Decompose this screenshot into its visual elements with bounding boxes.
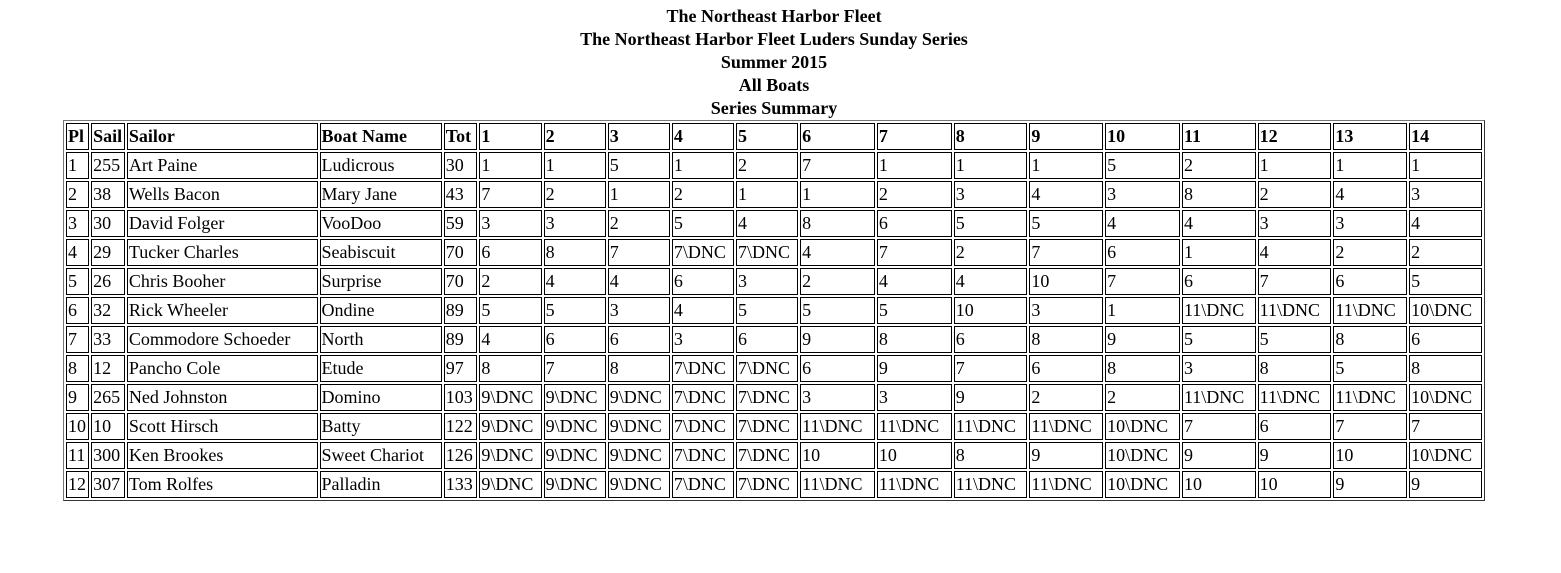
table-cell-race-14: 5 xyxy=(1409,268,1482,295)
table-cell-race-1: 2 xyxy=(479,268,541,295)
table-body xyxy=(66,152,1482,498)
table-cell-race-6: 3 xyxy=(800,384,875,411)
column-header-race-1: 1 xyxy=(479,123,541,150)
table-cell-race-4: 6 xyxy=(672,268,734,295)
table-cell-race-5: 4 xyxy=(736,210,798,237)
table-cell-place: 7 xyxy=(66,326,89,353)
table-cell-race-7: 1 xyxy=(877,152,952,179)
table-cell-race-9: 3 xyxy=(1029,297,1103,324)
table-cell-race-3: 4 xyxy=(608,268,670,295)
table-cell-race-8: 5 xyxy=(954,210,1028,237)
table-cell-place: 10 xyxy=(66,413,89,440)
table-cell-race-7: 3 xyxy=(877,384,952,411)
table-cell-race-5: 7\DNC xyxy=(736,442,798,469)
table-cell-race-7: 6 xyxy=(877,210,952,237)
table-row xyxy=(66,297,1482,324)
table-cell-race-5: 7\DNC xyxy=(736,413,798,440)
table-cell-race-10: 10\DNC xyxy=(1105,413,1180,440)
table-cell-race-1: 6 xyxy=(479,239,541,266)
table-cell-race-13: 11\DNC xyxy=(1333,384,1407,411)
table-cell-sailor: Art Paine xyxy=(127,152,318,179)
table-cell-race-1: 9\DNC xyxy=(479,384,541,411)
table-cell-race-12: 1 xyxy=(1258,152,1332,179)
table-cell-race-8: 7 xyxy=(954,355,1028,382)
column-header-boat-name: Boat Name xyxy=(320,123,442,150)
table-cell-race-7: 11\DNC xyxy=(877,471,952,498)
table-cell-race-7: 10 xyxy=(877,442,952,469)
table-cell-race-12: 2 xyxy=(1258,181,1332,208)
table-cell-race-6: 7 xyxy=(800,152,875,179)
table-cell-race-3: 5 xyxy=(608,152,670,179)
table-cell-race-2: 4 xyxy=(544,268,606,295)
table-cell-place: 11 xyxy=(66,442,89,469)
table-cell-race-9: 2 xyxy=(1029,384,1103,411)
table-cell-race-9: 5 xyxy=(1029,210,1103,237)
table-cell-race-1: 7 xyxy=(479,181,541,208)
season-title: Summer 2015 xyxy=(720,52,828,72)
table-cell-race-12: 9 xyxy=(1258,442,1332,469)
table-cell-race-10: 3 xyxy=(1105,181,1180,208)
table-cell-sailor: Ned Johnston xyxy=(127,384,318,411)
table-row xyxy=(66,413,1482,440)
table-cell-race-6: 4 xyxy=(800,239,875,266)
table-cell-race-13: 4 xyxy=(1333,181,1407,208)
table-cell-race-12: 3 xyxy=(1258,210,1332,237)
table-cell-race-2: 5 xyxy=(544,297,606,324)
table-cell-total: 133 xyxy=(444,471,478,498)
table-cell-total: 59 xyxy=(444,210,478,237)
column-header-race-5: 5 xyxy=(736,123,798,150)
table-cell-race-2: 3 xyxy=(544,210,606,237)
table-cell-race-3: 2 xyxy=(608,210,670,237)
table-cell-race-8: 10 xyxy=(954,297,1028,324)
table-cell-race-11: 7 xyxy=(1182,413,1256,440)
table-cell-sail: 29 xyxy=(91,239,125,266)
table-cell-place: 1 xyxy=(66,152,89,179)
table-cell-sail: 12 xyxy=(91,355,125,382)
table-cell-sail: 30 xyxy=(91,210,125,237)
table-cell-race-11: 4 xyxy=(1182,210,1256,237)
table-cell-boat-name: Mary Jane xyxy=(320,181,442,208)
table-cell-sailor: Tucker Charles xyxy=(127,239,318,266)
table-cell-total: 89 xyxy=(444,297,478,324)
table-cell-race-8: 3 xyxy=(954,181,1028,208)
table-cell-race-1: 9\DNC xyxy=(479,442,541,469)
table-cell-race-4: 5 xyxy=(672,210,734,237)
table-cell-race-13: 1 xyxy=(1333,152,1407,179)
table-cell-race-13: 7 xyxy=(1333,413,1407,440)
table-row xyxy=(66,268,1482,295)
table-cell-sail: 307 xyxy=(91,471,125,498)
table-cell-race-8: 8 xyxy=(954,442,1028,469)
table-row xyxy=(66,239,1482,266)
table-cell-race-13: 9 xyxy=(1333,471,1407,498)
table-cell-race-9: 10 xyxy=(1029,268,1103,295)
table-cell-total: 103 xyxy=(444,384,478,411)
table-cell-race-10: 9 xyxy=(1105,326,1180,353)
column-header-race-10: 10 xyxy=(1105,123,1180,150)
table-cell-race-5: 6 xyxy=(736,326,798,353)
series-title: The Northeast Harbor Fleet Luders Sunday Series xyxy=(580,29,968,49)
table-cell-sail: 32 xyxy=(91,297,125,324)
table-cell-race-3: 3 xyxy=(608,297,670,324)
table-cell-race-1: 9\DNC xyxy=(479,471,541,498)
table-cell-sail: 38 xyxy=(91,181,125,208)
table-row xyxy=(66,384,1482,411)
table-cell-place: 6 xyxy=(66,297,89,324)
table-cell-race-10: 6 xyxy=(1105,239,1180,266)
table-cell-race-14: 9 xyxy=(1409,471,1482,498)
table-cell-race-11: 6 xyxy=(1182,268,1256,295)
column-header-race-3: 3 xyxy=(608,123,670,150)
table-cell-race-12: 6 xyxy=(1258,413,1332,440)
report-titles xyxy=(0,5,1548,120)
table-cell-race-5: 1 xyxy=(736,181,798,208)
table-cell-race-2: 8 xyxy=(544,239,606,266)
table-cell-race-7: 7 xyxy=(877,239,952,266)
table-cell-race-3: 6 xyxy=(608,326,670,353)
table-cell-race-13: 8 xyxy=(1333,326,1407,353)
table-cell-race-14: 10\DNC xyxy=(1409,384,1482,411)
table-cell-place: 4 xyxy=(66,239,89,266)
table-cell-race-10: 10\DNC xyxy=(1105,471,1180,498)
table-cell-race-4: 3 xyxy=(672,326,734,353)
table-cell-race-11: 11\DNC xyxy=(1182,384,1256,411)
table-cell-sail: 33 xyxy=(91,326,125,353)
column-header-race-4: 4 xyxy=(672,123,734,150)
table-cell-sailor: Ken Brookes xyxy=(127,442,318,469)
table-cell-place: 12 xyxy=(66,471,89,498)
table-cell-race-2: 7 xyxy=(544,355,606,382)
table-cell-sailor: Chris Booher xyxy=(127,268,318,295)
table-cell-place: 8 xyxy=(66,355,89,382)
table-cell-race-2: 9\DNC xyxy=(544,442,606,469)
table-cell-race-14: 10\DNC xyxy=(1409,297,1482,324)
table-cell-race-8: 6 xyxy=(954,326,1028,353)
table-row xyxy=(66,181,1482,208)
table-row xyxy=(66,355,1482,382)
table-cell-race-3: 9\DNC xyxy=(608,471,670,498)
table-cell-race-12: 7 xyxy=(1258,268,1332,295)
table-cell-race-6: 8 xyxy=(800,210,875,237)
table-cell-sail: 300 xyxy=(91,442,125,469)
table-cell-race-12: 11\DNC xyxy=(1258,384,1332,411)
column-header-sail: Sail xyxy=(91,123,125,150)
column-header-race-2: 2 xyxy=(544,123,606,150)
column-header-race-6: 6 xyxy=(800,123,875,150)
table-cell-race-8: 2 xyxy=(954,239,1028,266)
table-cell-boat-name: Sweet Chariot xyxy=(320,442,442,469)
table-cell-race-11: 10 xyxy=(1182,471,1256,498)
table-cell-sailor: Scott Hirsch xyxy=(127,413,318,440)
table-cell-race-13: 11\DNC xyxy=(1333,297,1407,324)
table-cell-race-6: 11\DNC xyxy=(800,413,875,440)
table-cell-race-6: 6 xyxy=(800,355,875,382)
table-cell-boat-name: Ludicrous xyxy=(320,152,442,179)
table-cell-race-11: 1 xyxy=(1182,239,1256,266)
table-cell-race-14: 10\DNC xyxy=(1409,442,1482,469)
table-cell-race-12: 4 xyxy=(1258,239,1332,266)
table-cell-race-3: 8 xyxy=(608,355,670,382)
table-cell-race-3: 9\DNC xyxy=(608,384,670,411)
table-cell-race-14: 8 xyxy=(1409,355,1482,382)
table-cell-race-7: 2 xyxy=(877,181,952,208)
table-cell-race-9: 1 xyxy=(1029,152,1103,179)
column-header-place: Pl xyxy=(66,123,89,150)
table-cell-race-1: 4 xyxy=(479,326,541,353)
column-header-race-9: 9 xyxy=(1029,123,1103,150)
table-cell-place: 9 xyxy=(66,384,89,411)
table-cell-race-5: 2 xyxy=(736,152,798,179)
table-cell-race-11: 9 xyxy=(1182,442,1256,469)
table-cell-race-10: 2 xyxy=(1105,384,1180,411)
table-cell-race-2: 1 xyxy=(544,152,606,179)
table-cell-race-6: 5 xyxy=(800,297,875,324)
table-cell-sailor: Rick Wheeler xyxy=(127,297,318,324)
table-row xyxy=(66,442,1482,469)
table-cell-race-3: 7 xyxy=(608,239,670,266)
table-cell-race-6: 10 xyxy=(800,442,875,469)
table-cell-boat-name: Palladin xyxy=(320,471,442,498)
table-cell-race-4: 7\DNC xyxy=(672,239,734,266)
table-cell-race-7: 11\DNC xyxy=(877,413,952,440)
table-cell-race-4: 7\DNC xyxy=(672,355,734,382)
column-header-total: Tot xyxy=(444,123,478,150)
report-type-title: Series Summary xyxy=(710,98,838,118)
table-cell-race-11: 3 xyxy=(1182,355,1256,382)
table-cell-race-14: 1 xyxy=(1409,152,1482,179)
table-cell-race-3: 9\DNC xyxy=(608,413,670,440)
column-header-race-14: 14 xyxy=(1409,123,1482,150)
table-cell-race-5: 7\DNC xyxy=(736,384,798,411)
table-cell-race-1: 1 xyxy=(479,152,541,179)
table-cell-total: 70 xyxy=(444,239,478,266)
table-cell-race-11: 11\DNC xyxy=(1182,297,1256,324)
table-cell-race-8: 1 xyxy=(954,152,1028,179)
table-cell-race-9: 7 xyxy=(1029,239,1103,266)
table-cell-total: 43 xyxy=(444,181,478,208)
table-cell-race-8: 9 xyxy=(954,384,1028,411)
table-cell-race-2: 9\DNC xyxy=(544,384,606,411)
table-cell-total: 89 xyxy=(444,326,478,353)
table-cell-race-9: 4 xyxy=(1029,181,1103,208)
table-cell-race-10: 8 xyxy=(1105,355,1180,382)
table-cell-race-10: 4 xyxy=(1105,210,1180,237)
table-row xyxy=(66,326,1482,353)
table-cell-race-9: 11\DNC xyxy=(1029,413,1103,440)
table-cell-race-7: 8 xyxy=(877,326,952,353)
table-cell-race-1: 9\DNC xyxy=(479,413,541,440)
table-cell-race-14: 3 xyxy=(1409,181,1482,208)
table-cell-sailor: Pancho Cole xyxy=(127,355,318,382)
table-cell-total: 30 xyxy=(444,152,478,179)
table-cell-race-12: 10 xyxy=(1258,471,1332,498)
table-cell-race-13: 2 xyxy=(1333,239,1407,266)
fleet-title: The Northeast Harbor Fleet xyxy=(666,6,882,26)
column-header-race-13: 13 xyxy=(1333,123,1407,150)
table-cell-total: 122 xyxy=(444,413,478,440)
table-cell-race-10: 1 xyxy=(1105,297,1180,324)
table-cell-race-9: 8 xyxy=(1029,326,1103,353)
table-cell-race-14: 4 xyxy=(1409,210,1482,237)
table-cell-race-13: 5 xyxy=(1333,355,1407,382)
table-cell-race-1: 5 xyxy=(479,297,541,324)
table-cell-race-9: 9 xyxy=(1029,442,1103,469)
table-cell-place: 3 xyxy=(66,210,89,237)
table-cell-race-7: 9 xyxy=(877,355,952,382)
table-cell-total: 126 xyxy=(444,442,478,469)
table-cell-boat-name: Domino xyxy=(320,384,442,411)
table-cell-race-7: 4 xyxy=(877,268,952,295)
table-cell-race-11: 8 xyxy=(1182,181,1256,208)
column-header-race-12: 12 xyxy=(1258,123,1332,150)
column-header-race-11: 11 xyxy=(1182,123,1256,150)
table-cell-race-11: 2 xyxy=(1182,152,1256,179)
table-cell-race-9: 6 xyxy=(1029,355,1103,382)
table-cell-place: 5 xyxy=(66,268,89,295)
table-cell-race-5: 7\DNC xyxy=(736,355,798,382)
table-cell-race-4: 7\DNC xyxy=(672,442,734,469)
table-cell-race-10: 5 xyxy=(1105,152,1180,179)
table-cell-sailor: David Folger xyxy=(127,210,318,237)
table-cell-race-5: 7\DNC xyxy=(736,471,798,498)
table-cell-sailor: Commodore Schoeder xyxy=(127,326,318,353)
table-cell-race-3: 9\DNC xyxy=(608,442,670,469)
table-cell-race-4: 7\DNC xyxy=(672,471,734,498)
column-header-sailor: Sailor xyxy=(127,123,318,150)
table-cell-race-1: 8 xyxy=(479,355,541,382)
table-cell-sail: 10 xyxy=(91,413,125,440)
table-cell-race-3: 1 xyxy=(608,181,670,208)
table-cell-boat-name: VooDoo xyxy=(320,210,442,237)
table-cell-boat-name: North xyxy=(320,326,442,353)
column-header-race-7: 7 xyxy=(877,123,952,150)
table-cell-race-12: 8 xyxy=(1258,355,1332,382)
table-cell-race-4: 2 xyxy=(672,181,734,208)
table-cell-race-5: 3 xyxy=(736,268,798,295)
table-cell-boat-name: Etude xyxy=(320,355,442,382)
series-summary-table xyxy=(63,120,1485,501)
division-title: All Boats xyxy=(738,75,810,95)
column-header-race-8: 8 xyxy=(954,123,1028,150)
table-cell-boat-name: Ondine xyxy=(320,297,442,324)
table-cell-sail: 265 xyxy=(91,384,125,411)
table-cell-race-6: 9 xyxy=(800,326,875,353)
table-cell-sailor: Tom Rolfes xyxy=(127,471,318,498)
header-row xyxy=(66,123,1482,150)
table-cell-race-14: 7 xyxy=(1409,413,1482,440)
table-cell-place: 2 xyxy=(66,181,89,208)
table-cell-race-2: 9\DNC xyxy=(544,471,606,498)
table-cell-race-2: 9\DNC xyxy=(544,413,606,440)
table-cell-race-12: 5 xyxy=(1258,326,1332,353)
table-cell-race-4: 7\DNC xyxy=(672,413,734,440)
table-cell-race-14: 2 xyxy=(1409,239,1482,266)
table-cell-total: 70 xyxy=(444,268,478,295)
table-cell-race-8: 4 xyxy=(954,268,1028,295)
table-cell-race-2: 6 xyxy=(544,326,606,353)
table-cell-sailor: Wells Bacon xyxy=(127,181,318,208)
table-cell-race-8: 11\DNC xyxy=(954,471,1028,498)
table-row xyxy=(66,152,1482,179)
table-cell-race-4: 4 xyxy=(672,297,734,324)
table-cell-race-10: 10\DNC xyxy=(1105,442,1180,469)
table-cell-race-13: 3 xyxy=(1333,210,1407,237)
table-cell-boat-name: Batty xyxy=(320,413,442,440)
table-cell-race-13: 6 xyxy=(1333,268,1407,295)
table-cell-race-5: 5 xyxy=(736,297,798,324)
table-cell-sail: 255 xyxy=(91,152,125,179)
table-cell-race-1: 3 xyxy=(479,210,541,237)
table-cell-boat-name: Surprise xyxy=(320,268,442,295)
table-row xyxy=(66,471,1482,498)
table-cell-race-10: 7 xyxy=(1105,268,1180,295)
table-cell-race-9: 11\DNC xyxy=(1029,471,1103,498)
table-cell-race-13: 10 xyxy=(1333,442,1407,469)
table-cell-race-7: 5 xyxy=(877,297,952,324)
table-cell-race-6: 2 xyxy=(800,268,875,295)
table-cell-sail: 26 xyxy=(91,268,125,295)
table-cell-boat-name: Seabiscuit xyxy=(320,239,442,266)
table-cell-race-11: 5 xyxy=(1182,326,1256,353)
table-cell-race-8: 11\DNC xyxy=(954,413,1028,440)
table-cell-race-2: 2 xyxy=(544,181,606,208)
table-cell-race-4: 1 xyxy=(672,152,734,179)
table-cell-race-6: 1 xyxy=(800,181,875,208)
table-cell-race-12: 11\DNC xyxy=(1258,297,1332,324)
table-cell-race-14: 6 xyxy=(1409,326,1482,353)
table-cell-race-5: 7\DNC xyxy=(736,239,798,266)
table-row xyxy=(66,210,1482,237)
table-cell-race-6: 11\DNC xyxy=(800,471,875,498)
table-cell-race-4: 7\DNC xyxy=(672,384,734,411)
table-cell-total: 97 xyxy=(444,355,478,382)
